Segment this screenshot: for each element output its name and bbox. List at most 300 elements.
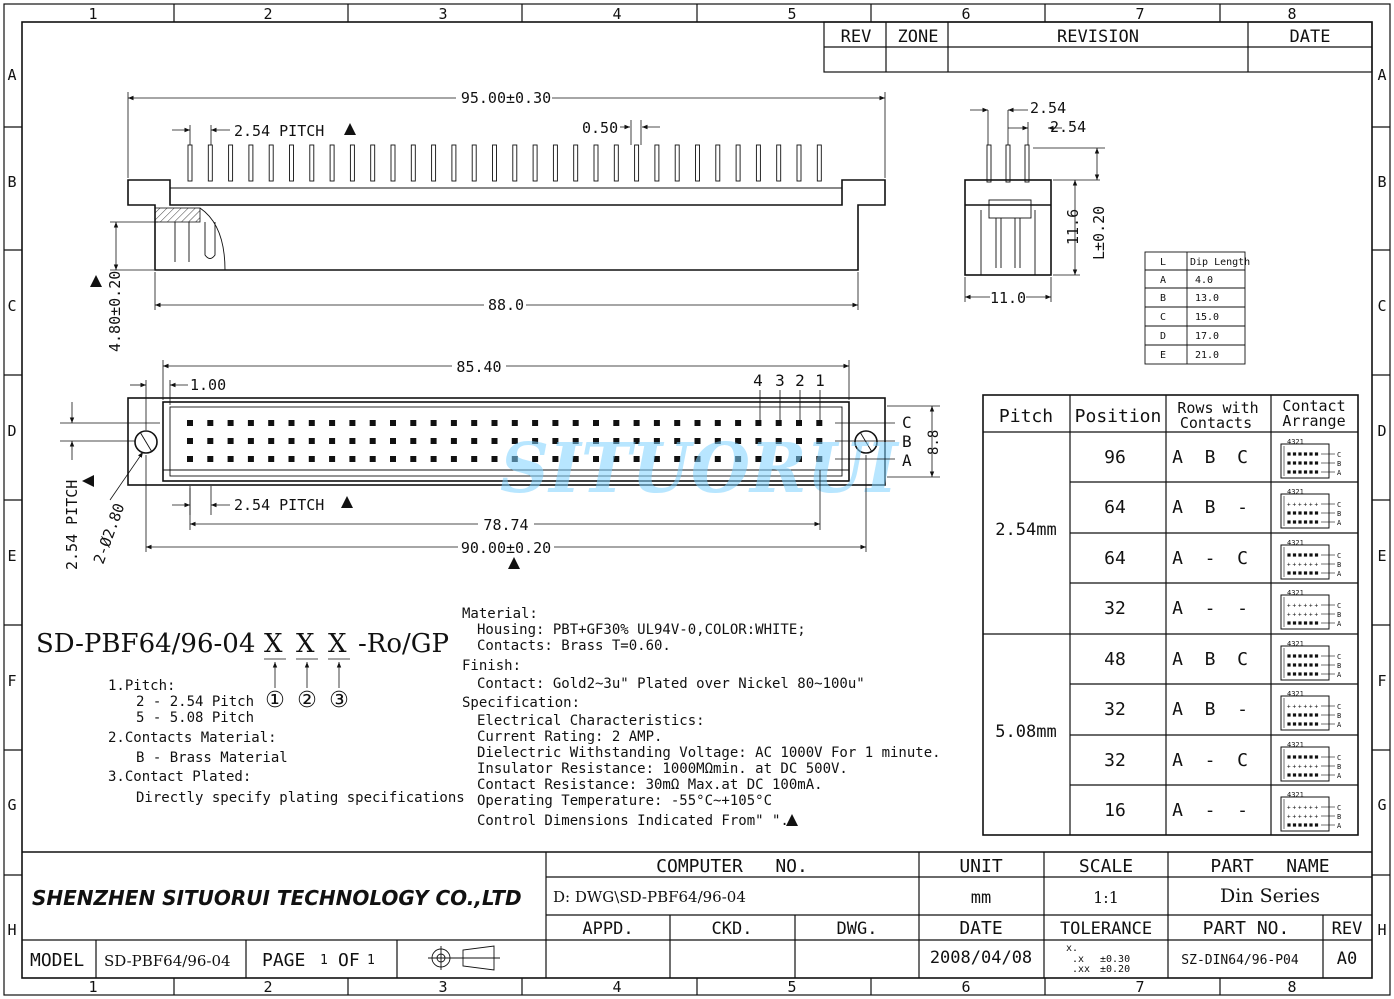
svg-text:+: + [1292, 813, 1297, 821]
contact-hole [187, 420, 193, 426]
part-code [36, 629, 465, 806]
svg-text:+: + [1303, 501, 1308, 509]
contact-hole [816, 420, 822, 426]
svg-text:+: + [1303, 611, 1308, 619]
appd-label: APPD. [582, 919, 634, 939]
dim-pitch-front: 2.54 PITCH [234, 122, 325, 140]
dim-overall-95: 95.00±0.30 [460, 89, 552, 107]
arrange-row-label: A [1337, 469, 1342, 477]
svg-text:+: + [1314, 561, 1319, 569]
arrange-row-label: B [1337, 813, 1342, 821]
arrange-row-label: A [1337, 671, 1342, 679]
dip-header-length: Dip Length [1190, 257, 1251, 268]
front-pins [188, 145, 821, 181]
pt-row-6-position: 32 [1104, 699, 1126, 720]
contact-hole [228, 456, 234, 462]
pitch-table [983, 395, 1358, 835]
arrange-col-labels: 4321 [1287, 791, 1304, 799]
tol-val-3: ±0.20 [1100, 964, 1131, 975]
col-label-3: 3 [775, 371, 785, 390]
contact-hole [715, 420, 721, 426]
contact-hole [207, 456, 213, 462]
contact-hole [532, 420, 538, 426]
control-triangle-2 [90, 275, 102, 287]
contact-hole [329, 420, 335, 426]
rev-header: REV [840, 27, 872, 47]
contact-arrange-icon [1281, 640, 1342, 680]
front-pin [594, 145, 598, 181]
dim-pin-width: 0.50 [582, 119, 619, 137]
svg-text:+: + [1298, 703, 1302, 711]
contact-hole [289, 438, 295, 444]
spec-contacts: Contacts: Brass T=0.60. [477, 638, 671, 654]
svg-text:+: + [1298, 602, 1302, 610]
svg-text:+: + [1303, 561, 1308, 569]
arrange-row-label: B [1337, 561, 1342, 569]
contact-hole [451, 420, 457, 426]
dim-side-height: 11.6 [1064, 208, 1082, 245]
part-code-suffix: -Ro/GP [358, 629, 450, 659]
contact-hole [492, 456, 498, 462]
note-plating: Directly specify plating specifications [136, 790, 465, 806]
arrange-row-label: A [1337, 772, 1342, 780]
ckd-label: CKD. [711, 919, 753, 939]
svg-text:+: + [1287, 501, 1291, 509]
contact-hole [471, 456, 477, 462]
scale-label: SCALE [1078, 856, 1134, 877]
contact-hole [431, 438, 437, 444]
zone-col-5-bottom: 5 [787, 978, 797, 996]
part-code-slot-1: X [264, 629, 283, 659]
zone-col-2-bottom: 2 [263, 978, 273, 996]
contact-hole [755, 420, 761, 426]
contact-hole [654, 420, 660, 426]
page-total: 1 [367, 953, 375, 968]
dip-row-e-key: E [1160, 350, 1167, 361]
arrange-col-labels: 4321 [1287, 488, 1304, 496]
date-value: 2008/04/08 [929, 948, 1033, 968]
spec-current: Current Rating: 2 AMP. [477, 729, 663, 745]
contact-hole [390, 438, 396, 444]
svg-text:+: + [1298, 561, 1302, 569]
svg-text:+: + [1292, 763, 1297, 771]
svg-text:+: + [1314, 804, 1319, 812]
row-label-c: C [902, 413, 912, 432]
zone-row-f: F [7, 672, 17, 690]
svg-text:+: + [1309, 501, 1313, 509]
contact-hole [410, 456, 416, 462]
svg-text:+: + [1314, 703, 1319, 711]
part-no-value: SZ-DIN64/96-P04 [1181, 953, 1299, 968]
contact-arrange-icon [1281, 589, 1342, 629]
pt-header-rows-2: Contacts [1179, 414, 1253, 432]
svg-text:+: + [1298, 611, 1302, 619]
front-pin [371, 145, 375, 181]
zone-row-f-right: F [1377, 672, 1387, 690]
contact-hole [370, 438, 376, 444]
spec-material: Material: [462, 606, 538, 622]
date-header: DATE [1289, 27, 1331, 47]
front-pin [452, 145, 456, 181]
front-pin [269, 145, 273, 181]
arrange-row-label: B [1337, 763, 1342, 771]
pt-header-arr-1: Contact [1282, 397, 1346, 415]
svg-text:+: + [1292, 501, 1297, 509]
zone-col-6-bottom: 6 [961, 978, 971, 996]
pt-row-7-position: 32 [1104, 750, 1126, 771]
front-pin [310, 145, 314, 181]
arrange-col-labels: 4321 [1287, 640, 1304, 648]
svg-text:+: + [1292, 703, 1297, 711]
spec-housing: Housing: PBT+GF30% UL94V-0,COLOR:WHITE; [477, 622, 806, 638]
dim-offset-100: 1.00 [190, 376, 227, 394]
svg-text:+: + [1309, 763, 1313, 771]
contact-hole [390, 420, 396, 426]
arrange-row-label: C [1337, 602, 1342, 610]
contact-hole [309, 438, 315, 444]
contact-hole [289, 456, 295, 462]
contact-arrange-icon [1281, 690, 1342, 730]
arrange-row-label: C [1337, 754, 1342, 762]
spec-specification: Specification: [462, 695, 581, 711]
arrange-row-label: B [1337, 510, 1342, 518]
arrange-row-label: A [1337, 822, 1342, 830]
scale-value: 1:1 [1093, 888, 1119, 907]
contact-hole [471, 438, 477, 444]
contact-hole [370, 420, 376, 426]
pt-row-2-rows: A B - [1172, 497, 1248, 518]
col-label-2: 2 [795, 371, 805, 390]
specifications [462, 606, 941, 829]
col-label-4: 4 [753, 371, 763, 390]
contact-arrange-icon [1281, 438, 1342, 478]
control-triangle-4 [341, 496, 353, 508]
note-brass: B - Brass Material [136, 750, 288, 766]
projection-symbol-icon [428, 946, 500, 970]
front-pin [391, 145, 395, 181]
arrange-row-label: B [1337, 662, 1342, 670]
arrange-row-label: A [1337, 721, 1342, 729]
part-code-base: SD-PBF64/96-04 [36, 629, 256, 659]
front-pin [330, 145, 334, 181]
svg-text:+: + [1298, 813, 1302, 821]
zone-row-d-right: D [1377, 422, 1387, 440]
contact-hole [207, 438, 213, 444]
front-pin [472, 145, 476, 181]
part-code-slot-3: X [328, 629, 347, 659]
note-pitch-254: 2 - 2.54 Pitch [136, 694, 255, 710]
tol-key-2: .x [1072, 954, 1085, 965]
contact-hole [634, 420, 640, 426]
arrange-col-labels: 4321 [1287, 438, 1304, 446]
part-name-label: PART NAME [1210, 856, 1330, 877]
contact-hole [512, 420, 518, 426]
contact-hole [796, 420, 802, 426]
pt-header-arr-2: Arrange [1282, 412, 1346, 430]
spec-dielectric: Dielectric Withstanding Voltage: AC 1000V For 1 minute. [477, 745, 941, 761]
dip-row-d-key: D [1160, 331, 1167, 342]
svg-text:+: + [1314, 611, 1319, 619]
arrange-row-label: C [1337, 501, 1342, 509]
svg-text:+: + [1309, 561, 1313, 569]
dim-holes: 2-Ø2.80 [89, 500, 129, 567]
pt-row-3-rows: A - C [1172, 548, 1248, 569]
svg-text:+: + [1287, 602, 1291, 610]
date-label: DATE [959, 918, 1003, 939]
contact-hole [451, 456, 457, 462]
side-view [965, 99, 1108, 307]
svg-text:+: + [1287, 813, 1291, 821]
pt-row-5-rows: A B C [1172, 649, 1248, 670]
contact-hole [349, 438, 355, 444]
control-triangle-1 [344, 123, 356, 135]
rev-value: A0 [1336, 949, 1358, 969]
pt-row-3-position: 64 [1104, 548, 1126, 569]
dim-body-88: 88.0 [487, 296, 525, 314]
spec-temperature: Operating Temperature: -55°C~+105°C [477, 793, 773, 809]
svg-text:+: + [1309, 703, 1313, 711]
rev-label: REV [1331, 919, 1363, 939]
svg-text:+: + [1309, 611, 1313, 619]
pt-row-8-position: 16 [1104, 800, 1126, 821]
zone-row-h: H [7, 921, 17, 939]
contact-hole [695, 420, 701, 426]
unit-label: UNIT [959, 856, 1003, 877]
contact-hole [431, 420, 437, 426]
pt-header-rows-1: Rows with [1177, 399, 1259, 417]
unit-value: mm [970, 888, 992, 908]
dim-side-width: 11.0 [989, 289, 1027, 307]
page-label: PAGE [262, 950, 306, 971]
pt-pitch-254: 2.54mm [995, 520, 1057, 540]
front-pin [635, 145, 639, 181]
contact-arrange-icon [1281, 741, 1342, 781]
pt-header-position: Position [1074, 406, 1162, 427]
tolerance-label: TOLERANCE [1059, 919, 1153, 939]
company-name: SHENZHEN SITUORUI TECHNOLOGY CO.,LTD [32, 886, 522, 910]
svg-text:+: + [1309, 602, 1313, 610]
contact-hole [735, 420, 741, 426]
dip-row-c-key: C [1160, 312, 1167, 323]
svg-text:+: + [1298, 501, 1302, 509]
svg-text:+: + [1303, 602, 1308, 610]
svg-text:+: + [1287, 611, 1291, 619]
contact-hole [187, 456, 193, 462]
circle-2: ② [297, 688, 317, 713]
svg-text:+: + [1303, 804, 1308, 812]
part-name-value: Din Series [1219, 885, 1321, 907]
front-pin [777, 145, 781, 181]
contact-hole [248, 420, 254, 426]
contact-hole [492, 438, 498, 444]
contact-hole [268, 420, 274, 426]
pt-row-1-rows: A B C [1172, 447, 1248, 468]
front-pin [736, 145, 740, 181]
dim-vertical-pitch: 2.54 PITCH [63, 479, 81, 570]
row-label-b: B [902, 432, 912, 451]
contact-hole [776, 420, 782, 426]
contact-hole [410, 438, 416, 444]
contact-hole [289, 420, 295, 426]
pt-row-6-rows: A B - [1172, 699, 1248, 720]
pt-row-4-position: 32 [1104, 598, 1126, 619]
zone-row-c-right: C [1377, 297, 1387, 315]
zone-col-1-bottom: 1 [88, 978, 98, 996]
of-label: OF [338, 950, 360, 971]
model-label: MODEL [30, 950, 85, 971]
zone-col-5: 5 [787, 5, 797, 23]
svg-text:+: + [1287, 763, 1291, 771]
contact-hole [613, 420, 619, 426]
contact-hole [228, 438, 234, 444]
svg-text:+: + [1309, 804, 1313, 812]
arrange-row-label: B [1337, 611, 1342, 619]
title-block [22, 852, 1372, 978]
dim-horizontal-pitch: 2.54 PITCH [234, 496, 325, 514]
computer-no-label: COMPUTER NO. [656, 856, 808, 877]
dwg-label: DWG. [836, 919, 878, 939]
row-label-a: A [902, 451, 912, 470]
dip-row-b-key: B [1160, 293, 1167, 304]
circle-1: ① [265, 688, 285, 713]
arrange-col-labels: 4321 [1287, 690, 1304, 698]
tol-val-2: ±0.30 [1100, 954, 1131, 965]
watermark: SITUORUI [500, 429, 898, 509]
arrange-row-label: C [1337, 804, 1342, 812]
contact-hole [248, 438, 254, 444]
front-pin [655, 145, 659, 181]
front-pin [675, 145, 679, 181]
control-triangle-5 [508, 557, 520, 569]
control-triangle-3 [82, 475, 94, 487]
zone-row-a: A [7, 66, 17, 84]
contact-hole [309, 456, 315, 462]
dim-bottom-85: 85.40 [456, 358, 502, 376]
contact-hole [349, 420, 355, 426]
front-pin [411, 145, 415, 181]
zone-col-3-bottom: 3 [438, 978, 448, 996]
tol-key-1: x. [1066, 943, 1079, 954]
contact-hole [248, 456, 254, 462]
tol-key-3: .xx [1072, 964, 1091, 975]
dim-bottom-height: 8.8 [926, 429, 942, 455]
side-pins [987, 145, 1029, 268]
front-pin [716, 145, 720, 181]
front-pin [574, 145, 578, 181]
contact-hole [370, 456, 376, 462]
svg-text:+: + [1314, 501, 1319, 509]
arrange-col-labels: 4321 [1287, 589, 1304, 597]
svg-text:+: + [1287, 703, 1291, 711]
zone-col-8-bottom: 8 [1287, 978, 1297, 996]
front-pin [188, 145, 192, 181]
dim-side-length: L±0.20 [1090, 205, 1108, 260]
contact-hole [228, 420, 234, 426]
pt-pitch-508: 5.08mm [995, 722, 1057, 742]
dip-row-a-val: 4.0 [1195, 275, 1214, 286]
arrange-row-label: B [1337, 460, 1342, 468]
front-pin [817, 145, 821, 181]
zone-row-e-right: E [1377, 547, 1387, 565]
zone-row-e: E [7, 547, 17, 565]
zone-col-1: 1 [88, 5, 98, 23]
contact-hole [268, 456, 274, 462]
spec-finish: Finish: [462, 658, 522, 674]
dim-overall-90: 90.00±0.20 [460, 539, 552, 557]
dip-row-b-val: 13.0 [1195, 293, 1220, 304]
zone-row-g-right: G [1377, 796, 1387, 814]
zone-row-c: C [7, 297, 17, 315]
svg-text:+: + [1292, 804, 1297, 812]
front-pin [208, 145, 212, 181]
zone-col-7: 7 [1135, 5, 1145, 23]
arrange-row-label: A [1337, 570, 1342, 578]
svg-text:+: + [1303, 813, 1308, 821]
arrange-row-label: A [1337, 620, 1342, 628]
spec-contact-resistance: Contact Resistance: 30mΩ Max.at DC 100mA. [477, 777, 823, 793]
part-code-slot-2: X [296, 629, 315, 659]
arrange-row-label: C [1337, 653, 1342, 661]
spec-control: Control Dimensions Indicated From" ". [477, 813, 789, 829]
contact-hole [349, 456, 355, 462]
dip-row-e-val: 21.0 [1195, 350, 1220, 361]
contact-hole [390, 456, 396, 462]
dip-header-l: L [1160, 257, 1167, 268]
arrange-row-label: A [1337, 519, 1342, 527]
note-pitch-508: 5 - 5.08 Pitch [136, 710, 255, 726]
arrange-row-label: B [1337, 712, 1342, 720]
zone-header: ZONE [897, 27, 939, 47]
spec-electrical: Electrical Characteristics: [477, 713, 705, 729]
pt-row-7-rows: A - C [1172, 750, 1248, 771]
arrange-row-label: C [1337, 552, 1342, 560]
contact-arrange-icon [1281, 539, 1342, 579]
front-view [90, 89, 885, 352]
front-pin [493, 145, 497, 181]
pt-header-pitch: Pitch [998, 406, 1054, 427]
contact-hole [674, 420, 680, 426]
pt-row-5-position: 48 [1104, 649, 1126, 670]
contact-hole [471, 420, 477, 426]
arrange-col-labels: 4321 [1287, 741, 1304, 749]
spec-insulator: Insulator Resistance: 1000MΩmin. at DC 500V. [477, 761, 848, 777]
zone-col-2: 2 [263, 5, 273, 23]
front-pin [432, 145, 436, 181]
front-pin [533, 145, 537, 181]
note-plated: 3.Contact Plated: [108, 769, 252, 785]
circle-3: ③ [329, 688, 349, 713]
svg-text:+: + [1292, 561, 1297, 569]
svg-text:+: + [1287, 561, 1291, 569]
zone-row-g: G [7, 796, 17, 814]
contact-hole [492, 420, 498, 426]
dip-length-table [1145, 252, 1250, 364]
contact-hole [552, 420, 558, 426]
front-pin [797, 145, 801, 181]
contact-hole [329, 438, 335, 444]
dip-row-a-key: A [1160, 275, 1167, 286]
arrange-row-label: C [1337, 703, 1342, 711]
contact-hole [431, 456, 437, 462]
front-pin [614, 145, 618, 181]
dim-inner-7874: 78.74 [483, 516, 529, 534]
contact-arrange-icon [1281, 791, 1342, 831]
front-pin [290, 145, 294, 181]
zone-col-3: 3 [438, 5, 448, 23]
pt-row-1-position: 96 [1104, 447, 1126, 468]
front-pin [696, 145, 700, 181]
svg-text:+: + [1303, 703, 1308, 711]
